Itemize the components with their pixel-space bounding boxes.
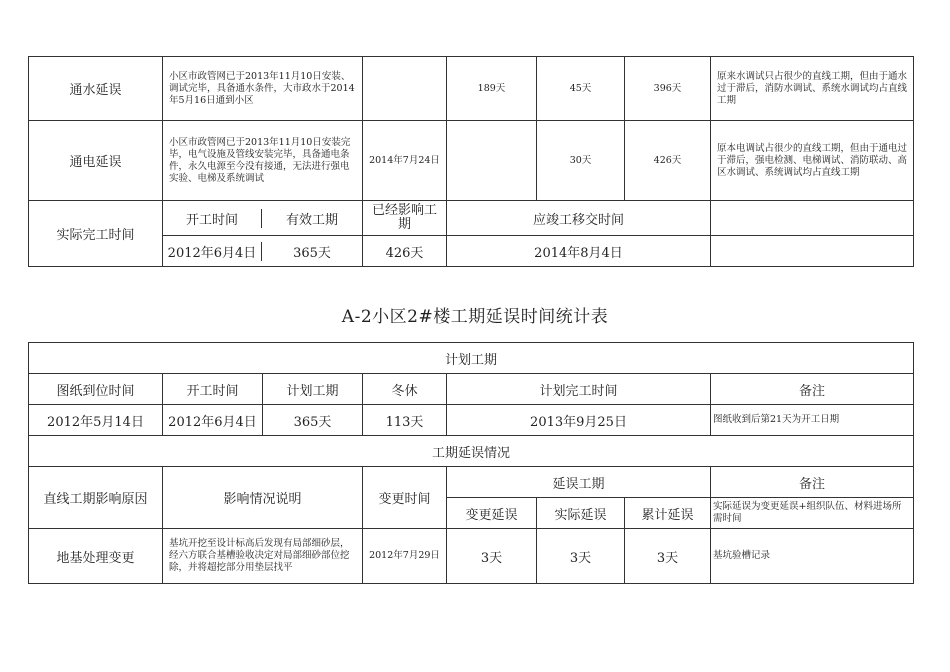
description-header: 影响情况说明 bbox=[163, 467, 363, 529]
table-row bbox=[29, 436, 914, 467]
delay-statistics-table bbox=[28, 342, 914, 584]
reason-cell: 通水延误 bbox=[29, 57, 163, 121]
reason-header: 直线工期影响原因 bbox=[29, 467, 163, 529]
change-time-header: 变更时间 bbox=[363, 467, 447, 529]
empty-cell bbox=[711, 236, 914, 267]
change-delay-cell bbox=[447, 121, 537, 201]
planned-finish-header: 计划完工时间 bbox=[447, 374, 711, 405]
table-row bbox=[29, 121, 914, 201]
effective-duration-header: 有效工期 bbox=[285, 212, 338, 228]
planned-finish-value: 2013年9月25日 bbox=[447, 405, 711, 436]
drawing-time-header: 图纸到位时间 bbox=[29, 374, 163, 405]
start-time-header: 开工时间 bbox=[163, 374, 263, 405]
change-delay-cell: 189天 bbox=[447, 57, 537, 121]
note-cell: 原本电调试占很少的直线工期，但由于通电过于滞后，强电检测、电梯调试、消防联动、高区水调试、系统调试均占直线工期 bbox=[711, 121, 914, 201]
table-row bbox=[29, 467, 914, 498]
reason-cell: 地基处理变更 bbox=[29, 529, 163, 584]
actual-delay-cell: 45天 bbox=[537, 57, 625, 121]
page-title: A-2小区2#楼工期延误时间统计表 bbox=[341, 307, 609, 327]
delay-table-continued bbox=[28, 56, 914, 267]
empty-cell bbox=[711, 201, 914, 236]
note-cell: 基坑验槽记录 bbox=[711, 529, 914, 584]
planned-duration-header: 计划工期 bbox=[263, 374, 363, 405]
note-header: 备注 bbox=[711, 374, 914, 405]
table-row bbox=[29, 529, 914, 584]
change-time-cell: 2014年7月24日 bbox=[363, 121, 447, 201]
actual-delay-cell: 30天 bbox=[537, 121, 625, 201]
start-time-header-cell bbox=[163, 201, 363, 236]
description-cell: 基坑开挖至设计标高后发现有局部细砂层，经六方联合基槽验收决定对局部细砂部位挖除，并将超挖部分用垫层找平 bbox=[163, 529, 363, 584]
delay-section-header: 工期延误情况 bbox=[29, 436, 914, 467]
handover-time-value: 2014年8月4日 bbox=[447, 236, 711, 267]
table-row bbox=[29, 343, 914, 374]
start-time-value: 2012年6月4日 bbox=[163, 242, 262, 261]
start-time-header: 开工时间 bbox=[163, 209, 262, 228]
drawing-time-value: 2012年5月14日 bbox=[29, 405, 163, 436]
change-delay-header: 变更延误 bbox=[447, 498, 537, 529]
start-value-cell bbox=[163, 236, 363, 267]
affected-duration-value: 426天 bbox=[363, 236, 447, 267]
note-cell: 原来水调试只占很少的直线工期，但由于通水过于滞后，消防水调试、系统水调试均占直线工期 bbox=[711, 57, 914, 121]
delay-note-header: 备注 bbox=[711, 467, 914, 498]
change-time-cell bbox=[363, 57, 447, 121]
description-cell: 小区市政管网已于2013年11月10日安装完毕，电气设施及管线安装完毕，具备通电条件，永久电源至今没有接通，无法进行强电实验、电梯及系统调试 bbox=[163, 121, 363, 201]
plan-section-header: 计划工期 bbox=[29, 343, 914, 374]
plan-note-value: 图纸收到后第21天为开工日期 bbox=[711, 405, 914, 436]
planned-duration-value: 365天 bbox=[263, 405, 363, 436]
delay-duration-header: 延误工期 bbox=[447, 467, 711, 498]
description-cell: 小区市政管网已于2013年11月10日安装、调试完毕，具备通水条件，大市政水于2014年5月16日通到小区 bbox=[163, 57, 363, 121]
completion-label: 实际完工时间 bbox=[29, 201, 163, 267]
cumulative-delay-cell: 426天 bbox=[625, 121, 711, 201]
table-row bbox=[29, 201, 914, 236]
delay-note-detail: 实际延误为变更延误+组织队伍、材料进场所需时间 bbox=[711, 498, 914, 529]
actual-delay-cell: 3天 bbox=[537, 529, 625, 584]
table-row bbox=[29, 405, 914, 436]
cumulative-delay-cell: 3天 bbox=[625, 529, 711, 584]
change-delay-cell: 3天 bbox=[447, 529, 537, 584]
reason-cell: 通电延误 bbox=[29, 121, 163, 201]
winter-break-header: 冬休 bbox=[363, 374, 447, 405]
effective-duration-value: 365天 bbox=[293, 245, 331, 261]
table-row bbox=[29, 374, 914, 405]
start-time-value: 2012年6月4日 bbox=[163, 405, 263, 436]
change-time-cell: 2012年7月29日 bbox=[363, 529, 447, 584]
cumulative-delay-cell: 396天 bbox=[625, 57, 711, 121]
handover-time-header: 应竣工移交时间 bbox=[447, 201, 711, 236]
cumulative-delay-header: 累计延误 bbox=[625, 498, 711, 529]
winter-break-value: 113天 bbox=[363, 405, 447, 436]
table-row bbox=[29, 57, 914, 121]
actual-delay-header: 实际延误 bbox=[537, 498, 625, 529]
affected-duration-header: 已经影响工期 bbox=[363, 201, 447, 236]
